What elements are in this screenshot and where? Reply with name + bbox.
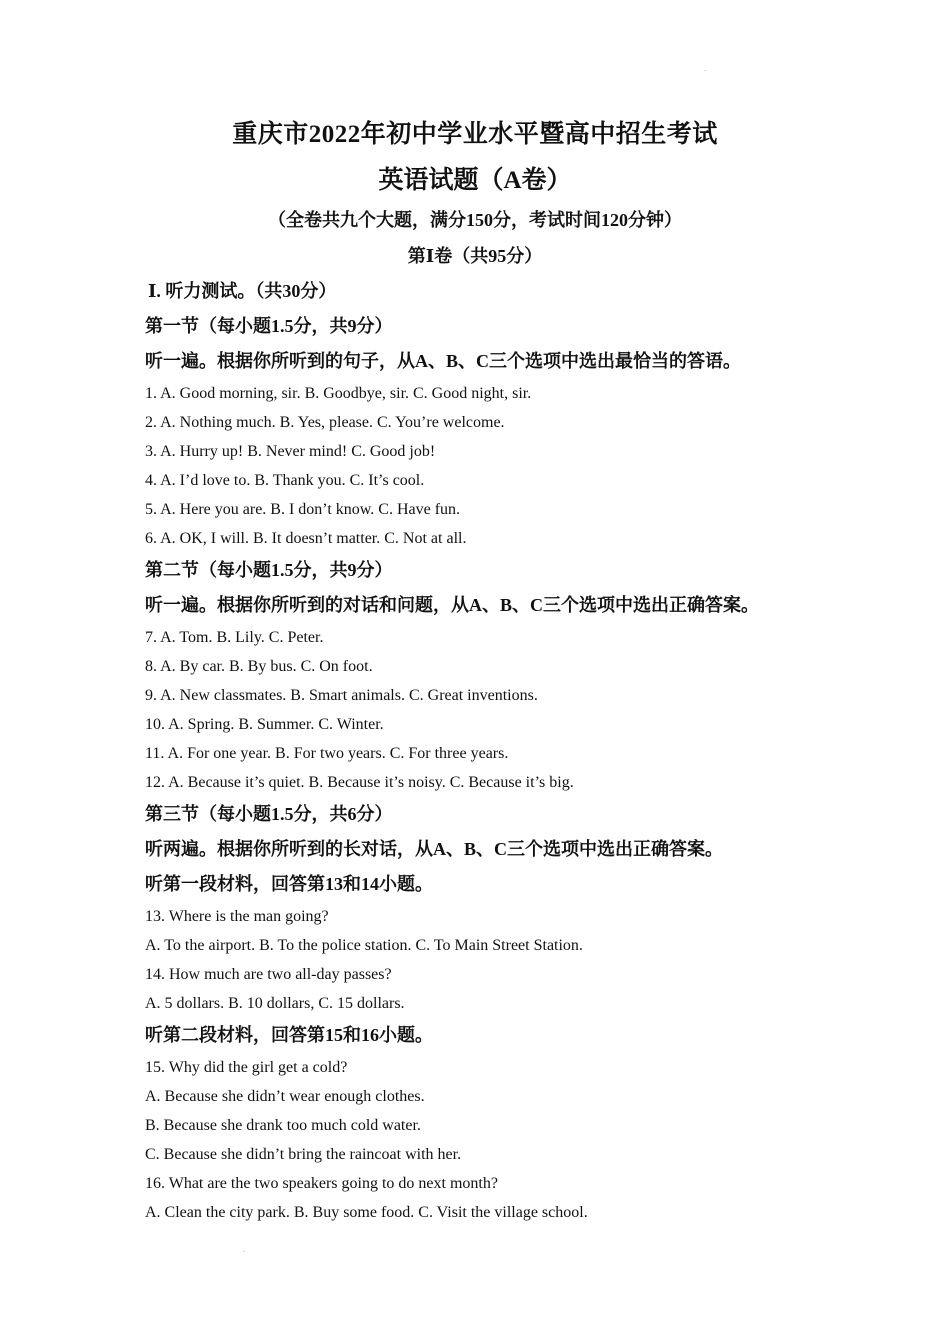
exam-title: 重庆市2022年初中学业水平暨高中招生考试 [232,121,718,148]
scan-speck [243,1251,245,1252]
question-item: 15. Why did the girl get a cold? [145,1059,348,1076]
section3-instruction: 听两遍。根据你所听到的长对话，从A、B、C三个选项中选出正确答案。 [145,839,724,859]
question-item: 8. A. By car. B. By bus. C. On foot. [145,658,373,675]
question-item: 2. A. Nothing much. B. Yes, please. C. You’re welcome. [145,414,505,431]
section2-instruction: 听一遍。根据你所听到的对话和问题，从A、B、C三个选项中选出正确答案。 [145,595,760,615]
question-item: 6. A. OK, I will. B. It doesn’t matter. C. Not at all. [145,530,467,547]
question-item: 16. What are the two speakers going to do next month? [145,1175,498,1192]
question-item: 14. How much are two all-day passes? [145,966,392,983]
question-item: 7. A. Tom. B. Lily. C. Peter. [145,629,324,646]
listening-part [145,278,845,1231]
answer-options: A. 5 dollars. B. 10 dollars, C. 15 dollars. [145,995,405,1012]
answer-option: C. Because she didn’t bring the raincoat with her. [145,1146,462,1163]
question-item: 4. A. I’d love to. B. Thank you. C. It’s cool. [145,472,425,489]
question-item: 3. A. Hurry up! B. Never mind! C. Good job! [145,443,436,460]
volume-heading: 第Ⅰ卷（共95分） [407,246,543,266]
answer-option: A. Because she didn’t wear enough clothes. [145,1088,425,1105]
scan-speck [704,70,706,71]
question-item: 10. A. Spring. B. Summer. C. Winter. [145,716,384,733]
question-item: 5. A. Here you are. B. I don’t know. C. Have fun. [145,501,461,518]
question-item: 12. A. Because it’s quiet. B. Because it’s noisy. C. Because it’s big. [145,774,574,791]
question-item: 13. Where is the man going? [145,908,329,925]
answer-options: A. Clean the city park. B. Buy some food. C. Visit the village school. [145,1204,588,1221]
section2-heading: 第二节（每小题1.5分，共9分） [145,560,393,580]
question-item: 9. A. New classmates. B. Smart animals. C. Great inventions. [145,687,538,704]
question-item: 11. A. For one year. B. For two years. C. For three years. [145,745,509,762]
section3-heading: 第三节（每小题1.5分，共6分） [145,804,393,824]
answer-options: A. To the airport. B. To the police station. C. To Main Street Station. [145,937,583,954]
answer-option: B. Because she drank too much cold water. [145,1117,421,1134]
material2-heading: 听第二段材料，回答第15和16小题。 [145,1025,433,1045]
material1-heading: 听第一段材料，回答第13和14小题。 [145,874,433,894]
section1-heading: 第一节（每小题1.5分，共9分） [145,316,393,336]
exam-subtitle: 英语试题（A卷） [378,167,572,194]
part-title: Ⅰ. 听力测试。（共30分） [148,281,337,301]
question-item: 1. A. Good morning, sir. B. Goodbye, sir. C. Good night, sir. [145,385,532,402]
section1-instruction: 听一遍。根据你所听到的句子，从A、B、C三个选项中选出最恰当的答语。 [145,351,742,371]
exam-info: （全卷共九个大题，满分150分，考试时间120分钟） [268,210,682,230]
